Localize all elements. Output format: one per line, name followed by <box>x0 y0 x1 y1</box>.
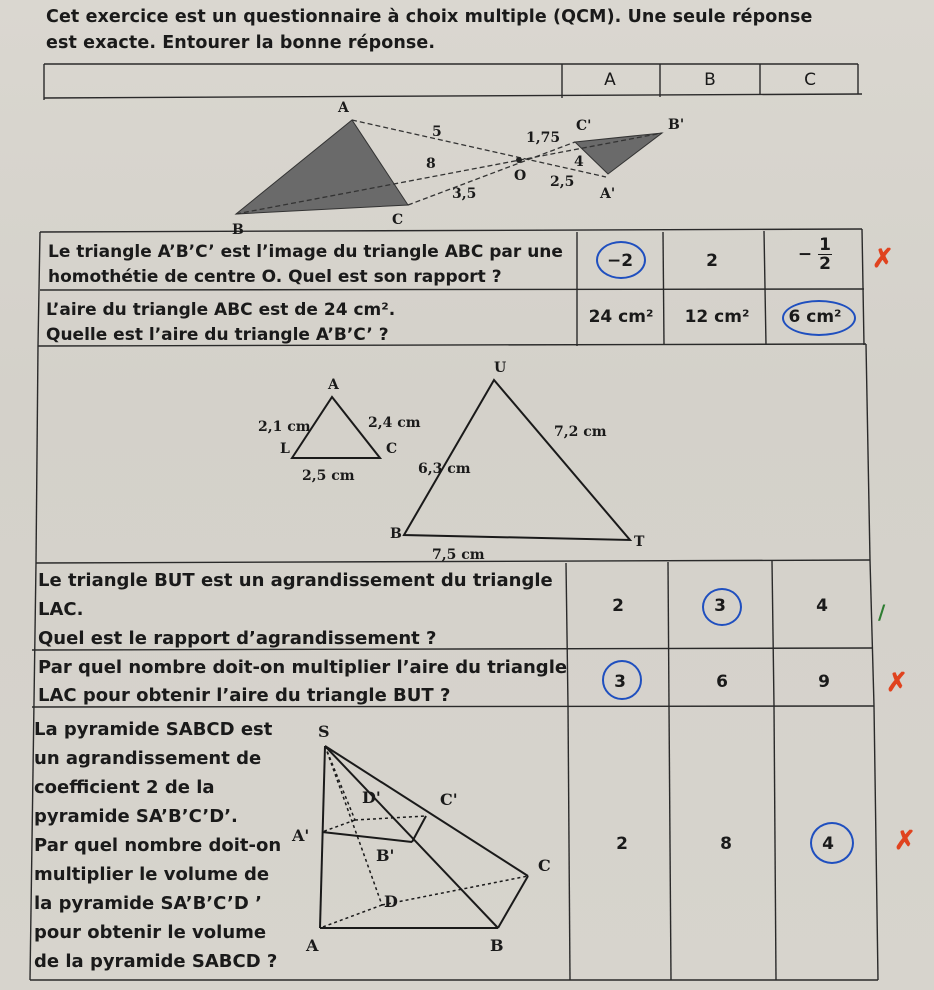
length-LA: 2,1 cm <box>258 419 311 435</box>
q5-line5: Par quel nombre doit-on <box>34 835 282 856</box>
length-5: 5 <box>432 124 442 140</box>
q2-answer-b[interactable]: 12 cm² <box>684 307 750 327</box>
q4-line1: Par quel nombre doit-on multiplier l’aire du triangle <box>38 657 568 678</box>
q4-line2: LAC pour obtenir l’aire du triangle BUT ? <box>38 685 451 706</box>
label-Bp: B' <box>668 117 685 133</box>
header-col-c: C <box>804 70 816 90</box>
q1-answer-c-den: 2 <box>819 254 831 274</box>
q3-circle-b <box>702 588 742 626</box>
q1-circle-a <box>596 241 646 279</box>
q3-check-mark: / <box>878 600 886 624</box>
q2-answer-c[interactable]: 6 cm² <box>788 307 842 327</box>
length-8: 8 <box>426 156 436 172</box>
label-A: A <box>338 100 349 116</box>
header-col-a: A <box>604 70 616 90</box>
q5-line3: coefficient 2 de la <box>34 777 215 798</box>
label-Dp: D' <box>362 788 381 807</box>
label-Cp2: C' <box>440 790 458 809</box>
q4-answer-b[interactable]: 6 <box>716 672 728 692</box>
pyramid-figure <box>320 746 528 928</box>
q4-circle-a <box>602 660 642 700</box>
length-2-5: 2,5 <box>550 174 575 190</box>
homothety-figure <box>236 120 662 214</box>
label-Cp: C' <box>576 118 592 134</box>
instructions: Cet exercice est un questionnaire à choix multiple (QCM). Une seule réponse est exacte. Entourer la bonne réponse. <box>46 7 813 53</box>
label-O: O <box>514 168 527 184</box>
q4-wrong-mark: ✗ <box>886 668 908 698</box>
q5-line4: pyramide SA’B’C’D’. <box>34 806 238 827</box>
q1-answer-c-num: 1 <box>819 235 831 255</box>
q2-line1: L’aire du triangle ABC est de 24 cm². <box>46 300 396 320</box>
q1-wrong-mark: ✗ <box>872 244 894 274</box>
length-3-5: 3,5 <box>452 186 477 202</box>
q1-answer-c-fraction <box>818 236 832 273</box>
label-big-U: U <box>494 360 507 376</box>
q2-circle-c <box>782 300 856 336</box>
q1-line2: homothétie de centre O. Quel est son rapport ? <box>48 267 502 287</box>
q5-line9: de la pyramide SABCD ? <box>34 951 278 972</box>
label-C2: C <box>538 856 551 875</box>
q1-answer-b[interactable]: 2 <box>706 251 718 271</box>
q5-line7: la pyramide SA’B’C’D ’ <box>34 893 262 914</box>
label-Bp2: B' <box>376 846 395 865</box>
q3-answer-a[interactable]: 2 <box>612 596 624 616</box>
length-1-75: 1,75 <box>526 130 561 146</box>
q5-circle-c <box>810 822 854 864</box>
label-Ap: A' <box>600 186 616 202</box>
label-big-B: B <box>390 526 402 542</box>
q1-answer-a[interactable]: −2 <box>606 251 634 271</box>
length-UT: 7,2 cm <box>554 424 607 440</box>
q2-line2: Quelle est l’aire du triangle A’B’C’ ? <box>46 325 389 345</box>
length-AC: 2,4 cm <box>368 415 421 431</box>
q5-line8: pour obtenir le volume <box>34 922 267 943</box>
q1-answer-c-sign: − <box>797 244 813 265</box>
label-small-L: L <box>280 441 290 457</box>
length-4: 4 <box>574 154 584 170</box>
q5-line1: La pyramide SABCD est <box>34 719 273 740</box>
q5-answer-c[interactable]: 4 <box>822 834 834 854</box>
label-A2: A <box>306 936 319 955</box>
q3-line3: Quel est le rapport d’agrandissement ? <box>38 628 437 649</box>
q1-line1: Le triangle A’B’C’ est l’image du triangle ABC par une <box>48 242 563 262</box>
q3-answer-c[interactable]: 4 <box>816 596 828 616</box>
label-Ap2: A' <box>292 826 310 845</box>
label-B2: B <box>490 936 504 955</box>
q4-answer-c[interactable]: 9 <box>818 672 830 692</box>
q5-line2: un agrandissement de <box>34 748 262 769</box>
label-C: C <box>392 212 404 228</box>
q1-answer-c[interactable] <box>790 236 840 273</box>
length-BU: 6,3 cm <box>418 461 471 477</box>
q3-line1: Le triangle BUT est un agrandissement du triangle <box>38 570 553 591</box>
q5-line6: multiplier le volume de <box>34 864 270 885</box>
label-small-C: C <box>386 441 398 457</box>
length-BT: 7,5 cm <box>432 547 485 563</box>
label-D2: D <box>384 892 398 911</box>
q5-answer-a[interactable]: 2 <box>616 834 628 854</box>
q4-answer-a[interactable]: 3 <box>614 672 626 692</box>
q2-answer-a[interactable]: 24 cm² <box>588 307 654 327</box>
q3-line2: LAC. <box>38 599 84 620</box>
triangle-BUT <box>404 380 630 540</box>
q5-answer-b[interactable]: 8 <box>720 834 732 854</box>
label-B: B <box>232 222 244 238</box>
q5-wrong-mark: ✗ <box>894 826 916 856</box>
length-LC: 2,5 cm <box>302 468 355 484</box>
header-col-b: B <box>704 70 716 90</box>
label-big-T: T <box>634 534 645 550</box>
q3-answer-b[interactable]: 3 <box>714 596 726 616</box>
label-S: S <box>318 722 330 741</box>
label-small-A: A <box>328 377 339 393</box>
